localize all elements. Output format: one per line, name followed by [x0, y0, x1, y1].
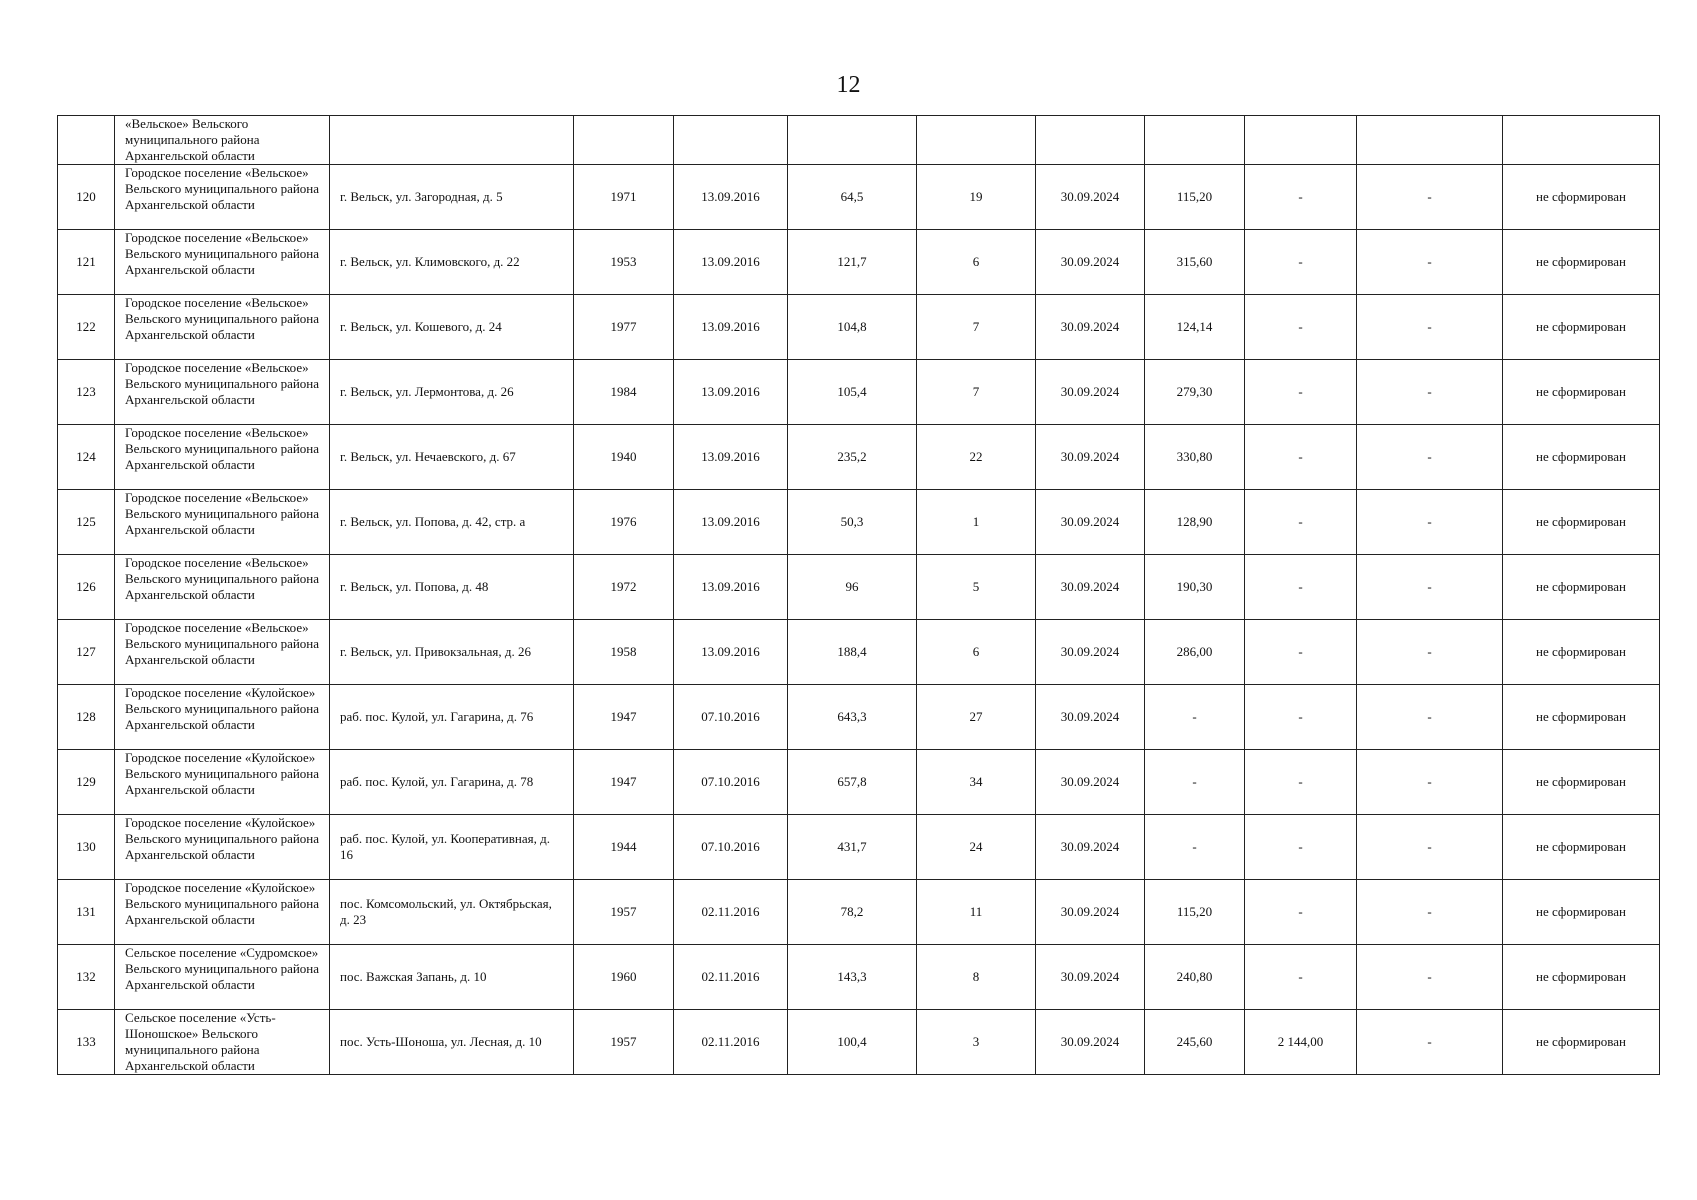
cell-col10: -	[1245, 945, 1357, 1010]
cell-area: 431,7	[788, 815, 917, 880]
cell-col10: -	[1245, 685, 1357, 750]
cell-municipality: Городское поселение «Вельское» Вельского муниципального района Архангельской области	[115, 490, 330, 555]
cell-number: 133	[58, 1010, 115, 1075]
table-row	[58, 945, 1660, 1010]
cell-residents: 22	[917, 425, 1036, 490]
cell-residents: 34	[917, 750, 1036, 815]
cell-area: 96	[788, 555, 917, 620]
cell-col9: 286,00	[1145, 620, 1245, 685]
cell-residents: 7	[917, 295, 1036, 360]
table-row	[58, 685, 1660, 750]
cell-status: не сформирован	[1503, 360, 1660, 425]
cell-year: 1977	[574, 295, 674, 360]
cell-number: 125	[58, 490, 115, 555]
cell-date: 13.09.2016	[674, 490, 788, 555]
cell-col9: -	[1145, 685, 1245, 750]
cell-number: 127	[58, 620, 115, 685]
cell-residents: 6	[917, 230, 1036, 295]
cell-col11: -	[1357, 620, 1503, 685]
cell-col9: 240,80	[1145, 945, 1245, 1010]
cell-date: 02.11.2016	[674, 880, 788, 945]
cell-deadline: 30.09.2024	[1036, 880, 1145, 945]
cell-municipality: Городское поселение «Вельское» Вельского муниципального района Архангельской области	[115, 360, 330, 425]
cell-residents: 6	[917, 620, 1036, 685]
cell-residents: 7	[917, 360, 1036, 425]
cell-date: 13.09.2016	[674, 230, 788, 295]
cell-col11: -	[1357, 490, 1503, 555]
cell-col10: -	[1245, 425, 1357, 490]
cell-area: 78,2	[788, 880, 917, 945]
cell-number: 126	[58, 555, 115, 620]
cell-address: г. Вельск, ул. Нечаевского, д. 67	[330, 425, 574, 490]
cell-deadline: 30.09.2024	[1036, 620, 1145, 685]
cell-date: 07.10.2016	[674, 815, 788, 880]
cell-col10: -	[1245, 230, 1357, 295]
cell-col11: -	[1357, 685, 1503, 750]
cell-col9: 190,30	[1145, 555, 1245, 620]
cell-number: 123	[58, 360, 115, 425]
cell-deadline: 30.09.2024	[1036, 945, 1145, 1010]
cell-year: 1940	[574, 425, 674, 490]
cell-municipality: Сельское поселение «Судромское» Вельского муниципального района Архангельской области	[115, 945, 330, 1010]
cell-number: 122	[58, 295, 115, 360]
cell-year: 1958	[574, 620, 674, 685]
cell-deadline: 30.09.2024	[1036, 750, 1145, 815]
page-number: 12	[836, 72, 861, 98]
cell-area: 64,5	[788, 165, 917, 230]
cell-municipality: Городское поселение «Кулойское» Вельского муниципального района Архангельской области	[115, 750, 330, 815]
cell-col11: -	[1357, 945, 1503, 1010]
table-row	[58, 165, 1660, 230]
cell-year	[574, 116, 674, 165]
cell-col10: -	[1245, 880, 1357, 945]
cell-date: 02.11.2016	[674, 1010, 788, 1075]
cell-status: не сформирован	[1503, 165, 1660, 230]
cell-area: 188,4	[788, 620, 917, 685]
cell-col10: -	[1245, 490, 1357, 555]
cell-status: не сформирован	[1503, 880, 1660, 945]
cell-residents: 11	[917, 880, 1036, 945]
cell-status: не сформирован	[1503, 490, 1660, 555]
cell-address: г. Вельск, ул. Кошевого, д. 24	[330, 295, 574, 360]
cell-municipality: Городское поселение «Вельское» Вельского муниципального района Архангельской области	[115, 425, 330, 490]
cell-municipality: Городское поселение «Вельское» Вельского муниципального района Архангельской области	[115, 555, 330, 620]
cell-address: г. Вельск, ул. Климовского, д. 22	[330, 230, 574, 295]
cell-status: не сформирован	[1503, 230, 1660, 295]
cell-date: 13.09.2016	[674, 165, 788, 230]
cell-year: 1960	[574, 945, 674, 1010]
table-row	[58, 815, 1660, 880]
cell-number: 124	[58, 425, 115, 490]
cell-date: 07.10.2016	[674, 750, 788, 815]
cell-municipality: Городское поселение «Кулойское» Вельского муниципального района Архангельской области	[115, 880, 330, 945]
cell-deadline: 30.09.2024	[1036, 295, 1145, 360]
cell-col10: -	[1245, 165, 1357, 230]
cell-area: 100,4	[788, 1010, 917, 1075]
cell-year: 1944	[574, 815, 674, 880]
cell-date: 13.09.2016	[674, 620, 788, 685]
cell-status: не сформирован	[1503, 685, 1660, 750]
cell-deadline: 30.09.2024	[1036, 230, 1145, 295]
cell-date: 13.09.2016	[674, 360, 788, 425]
cell-area	[788, 116, 917, 165]
cell-area: 104,8	[788, 295, 917, 360]
cell-address: г. Вельск, ул. Загородная, д. 5	[330, 165, 574, 230]
cell-residents: 3	[917, 1010, 1036, 1075]
cell-address: раб. пос. Кулой, ул. Кооперативная, д. 16	[330, 815, 574, 880]
cell-address: г. Вельск, ул. Попова, д. 48	[330, 555, 574, 620]
cell-col10: -	[1245, 815, 1357, 880]
cell-address: г. Вельск, ул. Попова, д. 42, стр. а	[330, 490, 574, 555]
cell-address: г. Вельск, ул. Лермонтова, д. 26	[330, 360, 574, 425]
cell-date: 13.09.2016	[674, 425, 788, 490]
cell-residents: 19	[917, 165, 1036, 230]
cell-col10: 2 144,00	[1245, 1010, 1357, 1075]
cell-col9: 128,90	[1145, 490, 1245, 555]
cell-municipality: Городское поселение «Вельское» Вельского муниципального района Архангельской области	[115, 295, 330, 360]
cell-number: 120	[58, 165, 115, 230]
cell-deadline: 30.09.2024	[1036, 360, 1145, 425]
cell-col9: 115,20	[1145, 880, 1245, 945]
cell-residents: 1	[917, 490, 1036, 555]
cell-col11: -	[1357, 360, 1503, 425]
cell-col10: -	[1245, 360, 1357, 425]
cell-col9: -	[1145, 815, 1245, 880]
cell-date: 13.09.2016	[674, 555, 788, 620]
cell-status: не сформирован	[1503, 945, 1660, 1010]
cell-col11: -	[1357, 815, 1503, 880]
cell-address: раб. пос. Кулой, ул. Гагарина, д. 76	[330, 685, 574, 750]
cell-status: не сформирован	[1503, 815, 1660, 880]
cell-col11: -	[1357, 295, 1503, 360]
cell-col10: -	[1245, 750, 1357, 815]
cell-residents: 8	[917, 945, 1036, 1010]
cell-deadline: 30.09.2024	[1036, 165, 1145, 230]
cell-status: не сформирован	[1503, 555, 1660, 620]
cell-year: 1947	[574, 750, 674, 815]
cell-address: пос. Усть-Шоноша, ул. Лесная, д. 10	[330, 1010, 574, 1075]
cell-address	[330, 116, 574, 165]
cell-number: 129	[58, 750, 115, 815]
cell-number: 132	[58, 945, 115, 1010]
table-body	[58, 116, 1660, 1075]
cell-number: 130	[58, 815, 115, 880]
table-row	[58, 750, 1660, 815]
table-row	[58, 620, 1660, 685]
cell-area: 105,4	[788, 360, 917, 425]
cell-status	[1503, 116, 1660, 165]
cell-status: не сформирован	[1503, 1010, 1660, 1075]
cell-deadline: 30.09.2024	[1036, 1010, 1145, 1075]
cell-date: 07.10.2016	[674, 685, 788, 750]
cell-municipality: Городское поселение «Вельское» Вельского муниципального района Архангельской области	[115, 620, 330, 685]
cell-residents: 24	[917, 815, 1036, 880]
cell-municipality: Городское поселение «Вельское» Вельского муниципального района Архангельской области	[115, 165, 330, 230]
cell-municipality: Городское поселение «Кулойское» Вельского муниципального района Архангельской области	[115, 815, 330, 880]
cell-number: 131	[58, 880, 115, 945]
cell-deadline	[1036, 116, 1145, 165]
cell-residents	[917, 116, 1036, 165]
cell-col9	[1145, 116, 1245, 165]
cell-col9: 245,60	[1145, 1010, 1245, 1075]
cell-address: пос. Комсомольский, ул. Октябрьская, д. 23	[330, 880, 574, 945]
cell-col10: -	[1245, 555, 1357, 620]
cell-residents: 5	[917, 555, 1036, 620]
cell-address: пос. Важская Запань, д. 10	[330, 945, 574, 1010]
cell-col9: 315,60	[1145, 230, 1245, 295]
cell-area: 143,3	[788, 945, 917, 1010]
table-row	[58, 295, 1660, 360]
cell-number	[58, 116, 115, 165]
cell-col11: -	[1357, 555, 1503, 620]
cell-status: не сформирован	[1503, 425, 1660, 490]
cell-address: раб. пос. Кулой, ул. Гагарина, д. 78	[330, 750, 574, 815]
table-row	[58, 490, 1660, 555]
cell-municipality: Сельское поселение «Усть-Шоношское» Вельского муниципального района Архангельской области	[115, 1010, 330, 1075]
cell-col9: -	[1145, 750, 1245, 815]
cell-area: 657,8	[788, 750, 917, 815]
cell-col11: -	[1357, 230, 1503, 295]
cell-col11: -	[1357, 880, 1503, 945]
cell-year: 1984	[574, 360, 674, 425]
table-row	[58, 555, 1660, 620]
cell-number: 128	[58, 685, 115, 750]
cell-col11: -	[1357, 425, 1503, 490]
table-row	[58, 1010, 1660, 1075]
cell-col11: -	[1357, 750, 1503, 815]
cell-deadline: 30.09.2024	[1036, 490, 1145, 555]
cell-year: 1976	[574, 490, 674, 555]
cell-deadline: 30.09.2024	[1036, 685, 1145, 750]
cell-col9: 115,20	[1145, 165, 1245, 230]
table-row-continuation	[58, 116, 1660, 165]
cell-deadline: 30.09.2024	[1036, 815, 1145, 880]
cell-col9: 330,80	[1145, 425, 1245, 490]
cell-municipality: Городское поселение «Вельское» Вельского муниципального района Архангельской области	[115, 230, 330, 295]
cell-year: 1953	[574, 230, 674, 295]
cell-year: 1971	[574, 165, 674, 230]
cell-year: 1957	[574, 1010, 674, 1075]
cell-col11	[1357, 116, 1503, 165]
cell-residents: 27	[917, 685, 1036, 750]
cell-municipality: Городское поселение «Кулойское» Вельского муниципального района Архангельской области	[115, 685, 330, 750]
cell-col11: -	[1357, 165, 1503, 230]
cell-area: 50,3	[788, 490, 917, 555]
cell-status: не сформирован	[1503, 295, 1660, 360]
cell-status: не сформирован	[1503, 620, 1660, 685]
table-row	[58, 360, 1660, 425]
cell-col10: -	[1245, 295, 1357, 360]
cell-address: г. Вельск, ул. Привокзальная, д. 26	[330, 620, 574, 685]
cell-municipality: «Вельское» Вельского муниципального района Архангельской области	[115, 116, 330, 165]
cell-deadline: 30.09.2024	[1036, 555, 1145, 620]
cell-status: не сформирован	[1503, 750, 1660, 815]
cell-area: 235,2	[788, 425, 917, 490]
table-row	[58, 230, 1660, 295]
cell-col10: -	[1245, 620, 1357, 685]
cell-deadline: 30.09.2024	[1036, 425, 1145, 490]
cell-area: 643,3	[788, 685, 917, 750]
cell-col10	[1245, 116, 1357, 165]
cell-col9: 279,30	[1145, 360, 1245, 425]
cell-date: 13.09.2016	[674, 295, 788, 360]
cell-year: 1957	[574, 880, 674, 945]
table-row	[58, 425, 1660, 490]
housing-registry-table	[57, 115, 1660, 1075]
cell-year: 1947	[574, 685, 674, 750]
cell-date	[674, 116, 788, 165]
cell-area: 121,7	[788, 230, 917, 295]
cell-col11: -	[1357, 1010, 1503, 1075]
cell-date: 02.11.2016	[674, 945, 788, 1010]
table-row	[58, 880, 1660, 945]
cell-year: 1972	[574, 555, 674, 620]
cell-col9: 124,14	[1145, 295, 1245, 360]
cell-number: 121	[58, 230, 115, 295]
